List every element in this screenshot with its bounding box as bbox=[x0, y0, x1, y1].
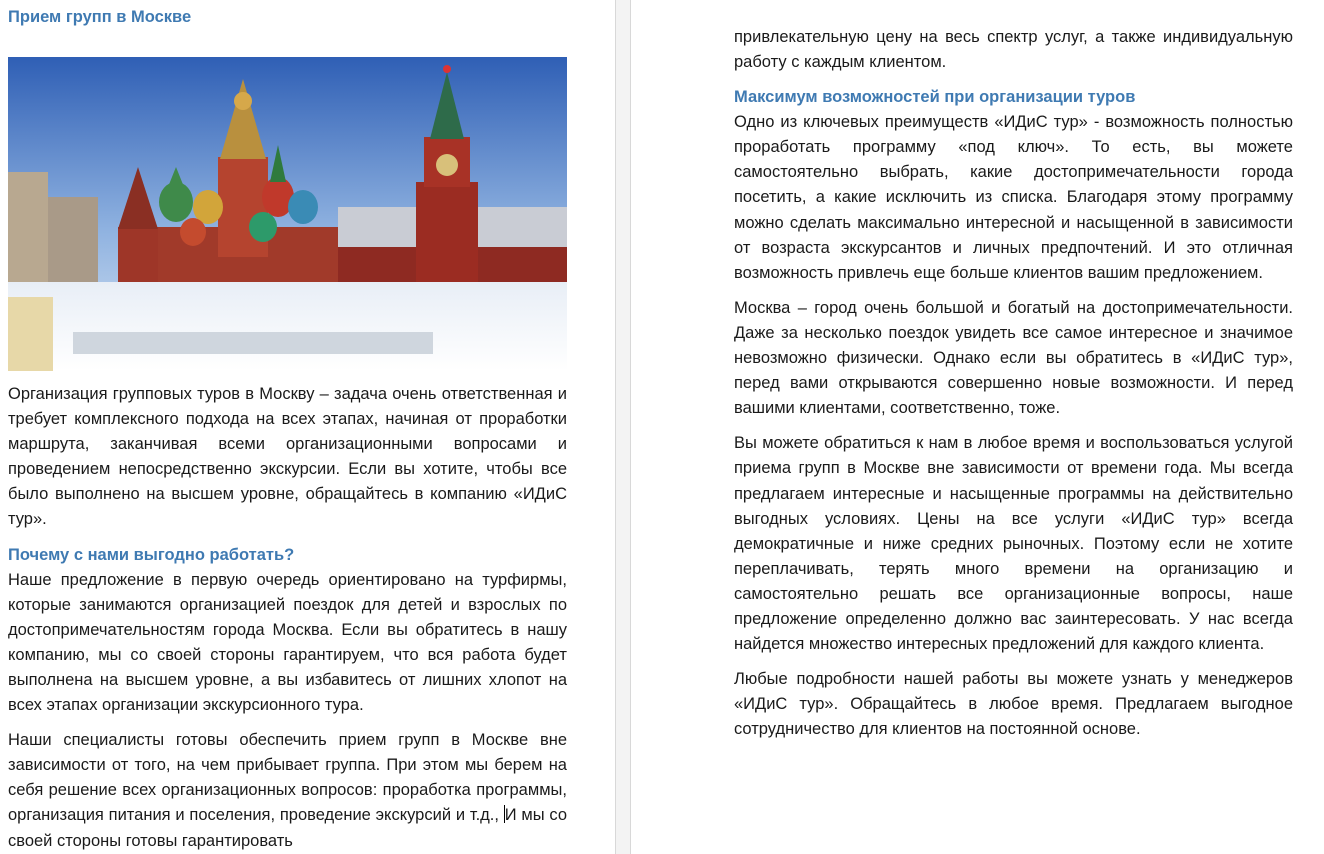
page-left-body bbox=[8, 382, 567, 854]
paragraph-details: Любые подробности нашей работы вы можете узнать у менеджеров «ИДиС тур». Обращайтесь в любое время. Предлагаем выгодное сотрудничество для клиентов на постоянной основе. bbox=[734, 670, 1293, 739]
paragraph-specialists bbox=[8, 728, 567, 853]
continuation-paragraph: привлекательную цену на весь спектр услуг, а также индивидуальную работу с каждым клиентом. bbox=[734, 28, 1293, 72]
paragraph-text-after-cursor: И мы со своей стороны готовы гарантировать bbox=[8, 806, 568, 850]
section-heading-why-us: Почему с нами выгодно работать? bbox=[8, 545, 295, 564]
paragraph-anytime: Вы можете обратиться к нам в любое время и воспользоваться услугой приема групп в Москве вне зависимости от времени года. Мы всегда предлагаем интересные и насыщенные программы на действительно выгодных условиях. Цены на все услуги «ИДиС тур» всегда демократичные и ниже средних рыночных. Поэтому если не хотите переплачивать, терять много времени на организацию и самостоятельно решать все организационные вопросы, наше предложение определенно должно вас заинтересовать. У нас всегда найдется множество интересных предложений для каждого клиента. bbox=[734, 434, 1293, 654]
page-title: Прием групп в Москве bbox=[8, 8, 192, 26]
section-heading-opportunities: Максимум возможностей при организации туров bbox=[734, 88, 1136, 107]
page-left-top bbox=[8, 5, 567, 30]
intro-paragraph: Организация групповых туров в Москву – задача очень ответственная и требует комплексного подхода на всех этапах, начиная от проработки маршрута, заканчивая всеми организационными вопросами и проведением непосредственно экскурсии. Если вы хотите, чтобы все было выполнено на высшем уровне, обращайтесь в компанию «ИДиС тур». bbox=[8, 385, 567, 529]
document-page-left bbox=[0, 0, 615, 854]
paragraph-turnkey: Одно из ключевых преимуществ «ИДиС тур» - возможность полностью проработать программу «под ключ». То есть, вы можете самостоятельно выбрать, какие достопримечательности города посетить, а какие исключить из списка. Благодаря этому программу можно сделать максимально интересной и насыщенной в зависимости от возраста экскурсантов и личных предпочтений. И это отличная возможность привлечь еще больше клиентов вашим предложением. bbox=[734, 113, 1293, 282]
page-right-body bbox=[734, 25, 1293, 742]
paragraph-moscow: Москва – город очень большой и богатый на достопримечательности. Даже за несколько поездок увидеть все самое интересное и значимое невозможно физически. Однако если вы обратитесь в «ИДиС тур», перед вами открываются совершенно новые возможности. И перед вашими клиентами, соответственно, тоже. bbox=[734, 298, 1293, 418]
page-gutter bbox=[615, 0, 631, 854]
kremlin-photo[interactable] bbox=[8, 57, 567, 371]
paragraph-text: Наши специалисты готовы обеспечить прием групп в Москве вне зависимости от того, на чем прибывает группа. При этом мы берем на себя решение всех организационных вопросов: проработка программы, организация питания и поселения, проведение экскурсий и т.д., bbox=[8, 731, 567, 825]
document-page-right bbox=[631, 0, 1324, 854]
paragraph-offer: Наше предложение в первую очередь ориентировано на турфирмы, которые занимаются организацией поездок для детей и взрослых по достопримечательностям города Москва. Если вы обратитесь в нашу компанию, мы со своей стороны гарантируем, что вся работа будет выполнена на высшем уровне, а вы избавитесь от лишних хлопот на всех этапах организации экскурсионного тура. bbox=[8, 570, 567, 715]
